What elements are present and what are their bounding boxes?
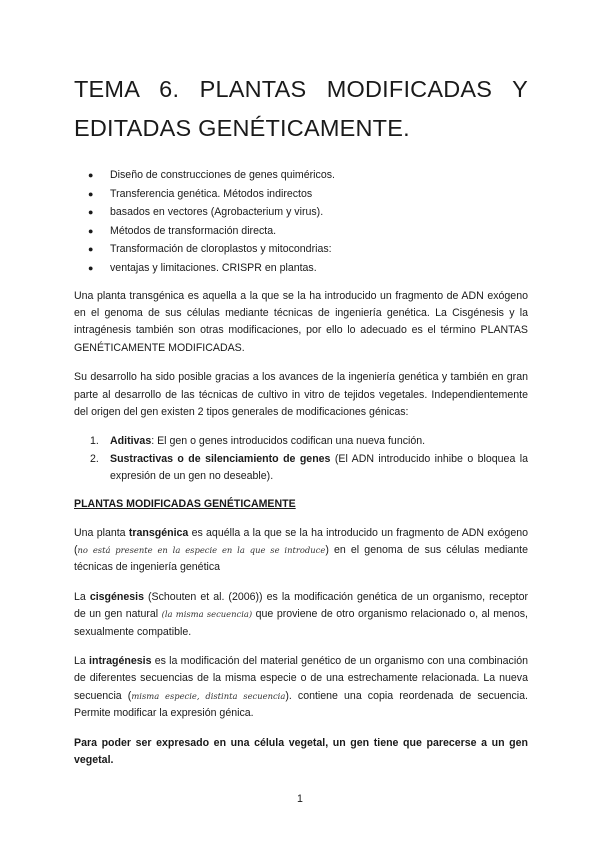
gm-plants-term: PLANTAS GENÉTICAMENTE MODIFICADAS. [74, 324, 528, 354]
transgenica-paragraph: Una planta transgénica es aquélla a la que se la ha introducido un fragmento de ADN exógeno (no está presente en la especie en la que se introduce) en el genoma de sus células mediante técnicas de ingeniería genética [74, 526, 528, 574]
page-title [74, 70, 528, 148]
bullet-icon: ● [88, 244, 94, 255]
list-item: ● Métodos de transformación directa. [74, 222, 528, 241]
list-item: ● Diseño de construcciones de genes quiméricos. [74, 166, 528, 185]
topics-list [74, 166, 528, 278]
cisgenesis-paragraph: La cisgénesis (Schouten et al. (2006)) es la modificación genética de un organismo, receptor de un gen natural (la misma secuencia) que proviene de otro organismo relacionado o, al menos, sexualmente compatible. [74, 590, 528, 638]
section-heading: PLANTAS MODIFICADAS GENÉTICAMENTE [74, 497, 296, 510]
list-item: ● basados en vectores (Agrobacterium y virus). [74, 203, 528, 222]
handwritten-note: (la misma secuencia) [161, 609, 253, 620]
bullet-icon: ● [88, 225, 94, 236]
modification-types-list [74, 433, 528, 485]
list-item: 2. Sustractivas o de silenciamiento de genes (El ADN introducido inhibe o bloquea la expresión de un gen no deseable). [90, 452, 528, 483]
handwritten-note: no está presente en la especie en la que se introduce [77, 545, 326, 556]
bullet-icon: ● [88, 188, 94, 199]
list-item: ● ventajas y limitaciones. CRISPR en plantas. [74, 259, 528, 278]
handwritten-note: misma especie, distinta secuencia [131, 690, 286, 701]
bullet-icon: ● [88, 170, 94, 180]
intragenesis-paragraph: La intragénesis es la modificación del material genético de un organismo con una combinación de diferentes secuencias de la misma especie o de una estrechamente relacionada. La nueva secuencia (misma especie, distinta secuencia). contiene una copia reordenada de secuencia. Permite modificar la expresión génica. [74, 655, 528, 720]
list-item: ● Transformación de cloroplastos y mitocondrias: [74, 240, 528, 259]
title-line-2: EDITADAS GENÉTICAMENTE. [74, 115, 410, 141]
list-item: 1. Aditivas: El gen o genes introducidos codifican una nueva función. [90, 435, 426, 448]
title-line-1: TEMA 6. PLANTAS MODIFICADAS Y [74, 76, 528, 102]
bullet-icon: ● [88, 207, 94, 218]
intro-paragraph-1: Una planta transgénica es aquella a la que se la ha introducido un fragmento de ADN exógeno en el genoma de sus células mediante técnicas de ingeniería genética. La Cisgénesis y la intragénesis también son otras modificaciones, por ello lo adecuado es el término PLANTAS GENÉTICAMENTE MODIFICADAS. [74, 289, 528, 354]
closing-statement: Para poder ser expresado en una célula vegetal, un gen tiene que parecerse a un gen vegetal. [74, 736, 528, 767]
intro-paragraph-2: Su desarrollo ha sido posible gracias a los avances de la ingeniería genética y también en gran parte al desarrollo de las técnicas de cultivo in vitro de tejidos vegetales. Independientemente del origen del gen existen 2 tipos generales de modificaciones génicas: [74, 371, 528, 418]
page-number: 1 [297, 793, 303, 805]
document-page [74, 70, 528, 782]
list-item: ● Transferencia genética. Métodos indirectos [74, 185, 528, 204]
bullet-icon: ● [88, 262, 94, 273]
